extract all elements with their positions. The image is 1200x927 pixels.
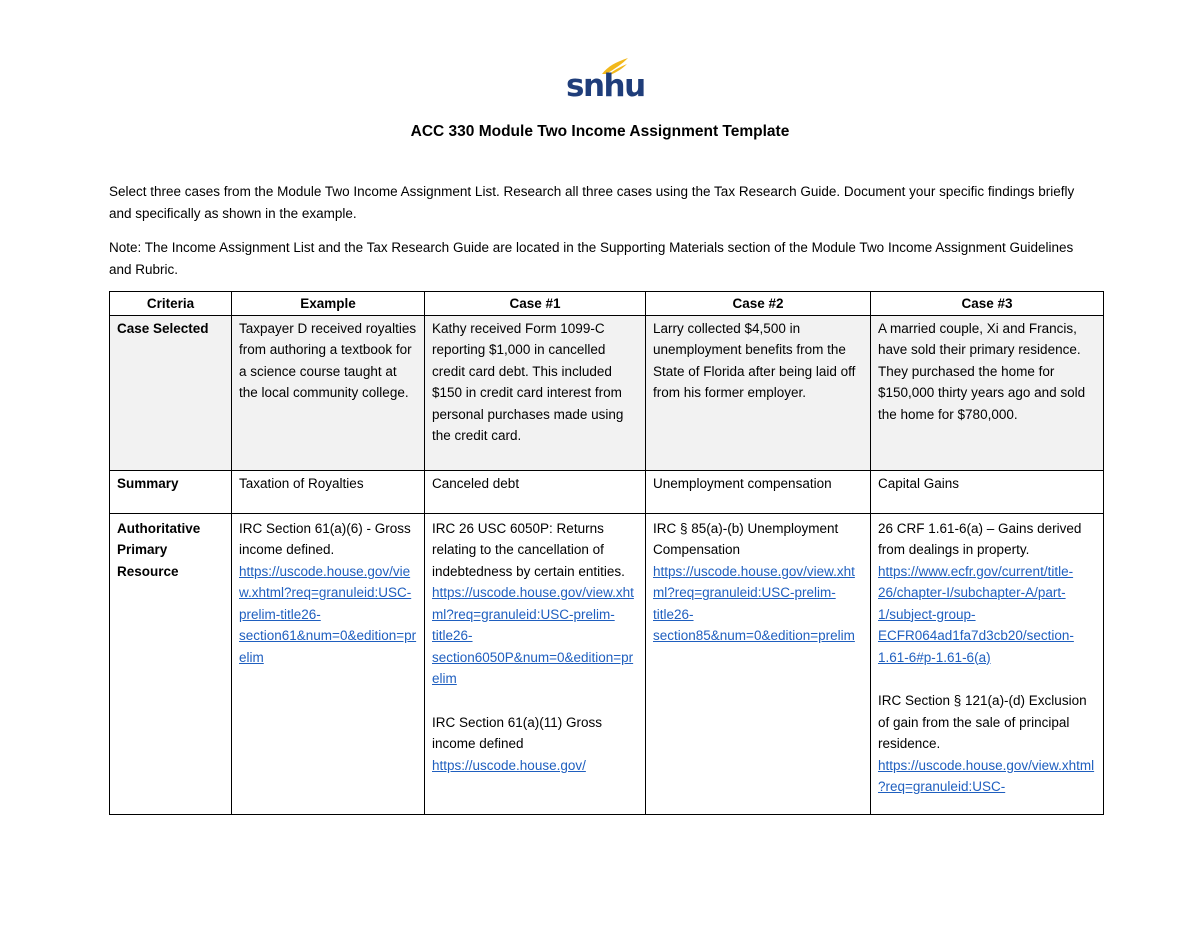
- snhu-logo: [566, 56, 645, 104]
- case3-link[interactable]: https://www.ecfr.gov/current/title-26/chapter-I/subchapter-A/part-1/subject-group-ECFR064ad1fa7d3cb20/section-1.61-6#p-1.61-6(a): [878, 563, 1074, 665]
- header-case-2: Case #2: [646, 292, 871, 316]
- cell-case2-case: Larry collected $4,500 in unemployment benefits from the State of Florida after being laid off from his former employer.: [646, 315, 871, 470]
- cell-case3-summary: Capital Gains: [871, 470, 1104, 513]
- case1-link[interactable]: https://uscode.house.gov/view.xhtml?req=granuleid:USC-prelim-title26-section6050P&num=0&edition=prelim: [432, 585, 634, 686]
- row-label-summary: Summary: [110, 470, 232, 513]
- page-title: ACC 330 Module Two Income Assignment Template: [410, 123, 790, 140]
- case2-link[interactable]: https://uscode.house.gov/view.xhtml?req=granuleid:USC-prelim-title26-section85&num=0&edition=prelim: [653, 563, 855, 643]
- cell-case1-case: Kathy received Form 1099-C reporting $1,000 in cancelled credit card debt. This included $150 in credit card interest from personal purchases made using the credit card.: [425, 315, 646, 470]
- cell-example-summary: Taxation of Royalties: [232, 470, 425, 513]
- header-case-1: Case #1: [425, 292, 646, 316]
- cell-case1-authoritative: [425, 513, 646, 814]
- logo-text: snhu: [566, 68, 645, 104]
- table-header-row: [110, 292, 1104, 316]
- row-label-authoritative: Authoritative Primary Resource: [110, 513, 232, 814]
- cell-case2-authoritative: [646, 513, 871, 814]
- example-citation: IRC Section 61(a)(6) - Gross income defined.: [239, 520, 411, 557]
- intro-paragraph: Select three cases from the Module Two Income Assignment List. Research all three cases using the Tax Research Guide. Document your specific findings briefly and specifically as shown in the example.: [109, 184, 1075, 221]
- case3-citation: 26 CRF 1.61-6(a) – Gains derived from dealings in property.: [878, 520, 1082, 557]
- assignment-table: [109, 291, 1104, 815]
- note-paragraph: Note: The Income Assignment List and the Tax Research Guide are located in the Supporting Materials section of the Module Two Income Assignment Guidelines and Rubric.: [109, 240, 1074, 277]
- table-row-summary: [110, 470, 1104, 513]
- cell-example-authoritative: [232, 513, 425, 814]
- row-label-case-selected: Case Selected: [110, 315, 232, 470]
- example-link[interactable]: https://uscode.house.gov/view.xhtml?req=granuleid:USC-prelim-title26-section61&num=0&edition=prelim: [239, 563, 417, 665]
- header-criteria: Criteria: [110, 292, 232, 316]
- table-row-authoritative: [110, 513, 1104, 814]
- cell-example-case: Taxpayer D received royalties from authoring a textbook for a science course taught at the local community college.: [232, 315, 425, 470]
- case3-link-2[interactable]: https://uscode.house.gov/view.xhtml?req=granuleid:USC-: [878, 757, 1095, 794]
- header-example: Example: [232, 292, 425, 316]
- case2-citation: IRC § 85(a)-(b) Unemployment Compensation: [653, 520, 839, 557]
- cell-case1-summary: Canceled debt: [425, 470, 646, 513]
- header-case-3: Case #3: [871, 292, 1104, 316]
- case1-citation: IRC 26 USC 6050P: Returns relating to the cancellation of indebtedness by certain entities.: [432, 520, 625, 579]
- cell-case2-summary: Unemployment compensation: [646, 470, 871, 513]
- table-row-case-selected: [110, 315, 1104, 470]
- cell-case3-authoritative: [871, 513, 1104, 814]
- case1-link-2[interactable]: https://uscode.house.gov/: [432, 757, 586, 773]
- cell-case3-case: A married couple, Xi and Francis, have sold their primary residence. They purchased the home for $150,000 thirty years ago and sold the home for $780,000.: [871, 315, 1104, 470]
- case3-citation-2: IRC Section § 121(a)-(d) Exclusion of gain from the sale of principal residence.: [878, 693, 1087, 751]
- case1-citation-2: IRC Section 61(a)(11) Gross income defined: [432, 714, 603, 751]
